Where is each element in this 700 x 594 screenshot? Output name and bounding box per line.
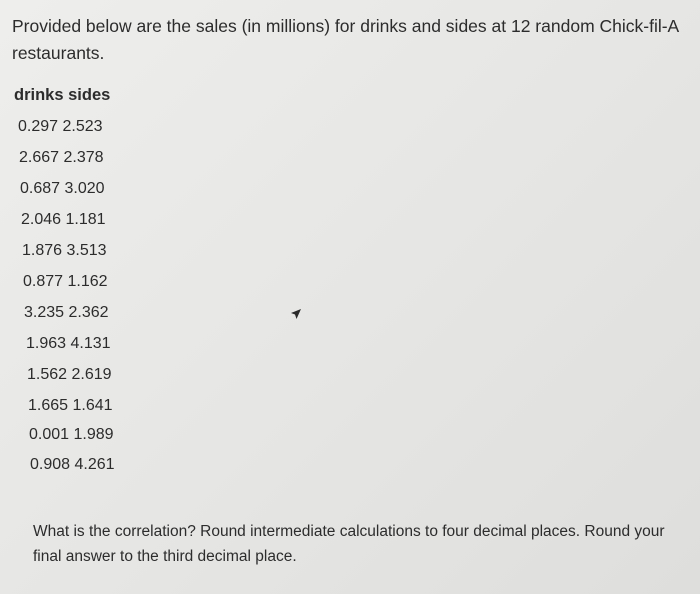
table-row: 0.908 4.261 bbox=[30, 456, 115, 473]
table-row: 0.297 2.523 bbox=[18, 118, 103, 135]
table-row: 3.235 2.362 bbox=[24, 304, 109, 321]
table-header: drinks sides bbox=[14, 86, 111, 104]
table-row: 0.687 3.020 bbox=[20, 180, 105, 197]
table-row: 0.001 1.989 bbox=[29, 426, 114, 443]
problem-intro-text: Provided below are the sales (in millions) for drinks and sides at 12 random Chick-fil-A restaurants. bbox=[12, 16, 679, 63]
table-row: 0.877 1.162 bbox=[23, 273, 108, 290]
mouse-pointer-icon bbox=[289, 307, 303, 321]
question-text: What is the correlation? Round intermediate calculations to four decimal places. Round your final answer to the third decimal place. bbox=[33, 523, 665, 565]
table-row: 1.562 2.619 bbox=[27, 366, 112, 383]
table-row: 2.046 1.181 bbox=[21, 211, 106, 228]
table-row: 1.876 3.513 bbox=[22, 242, 107, 259]
table-row: 1.963 4.131 bbox=[26, 335, 111, 352]
table-row: 1.665 1.641 bbox=[28, 397, 113, 414]
table-row: 2.667 2.378 bbox=[19, 149, 104, 166]
